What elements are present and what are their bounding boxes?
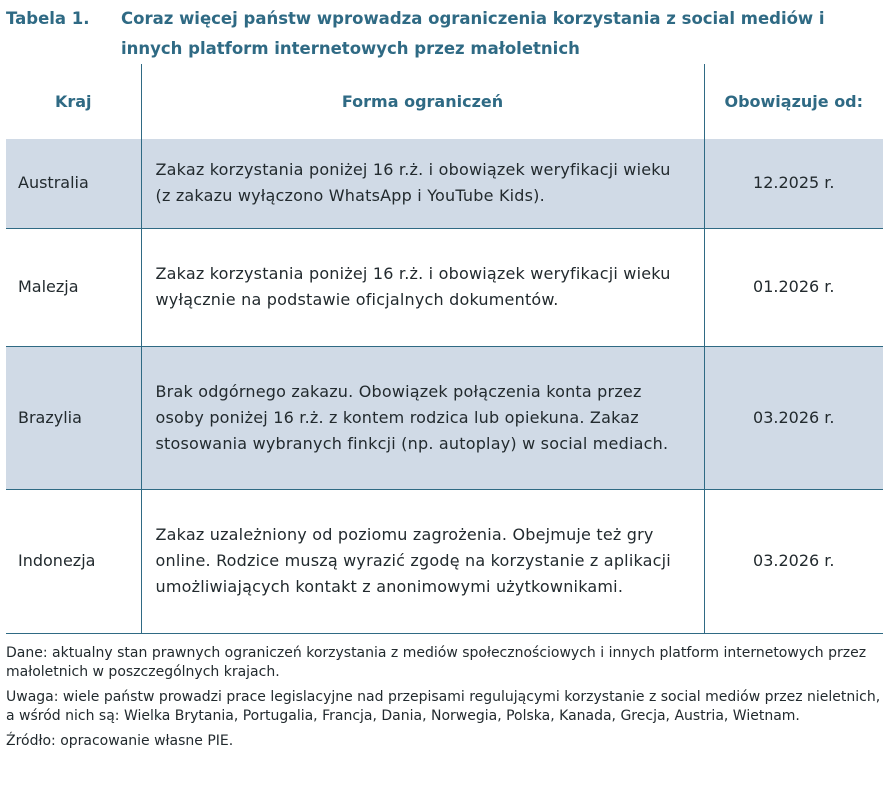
- cell-country: Indonezja: [6, 489, 141, 633]
- header-effective-from: Obowiązuje od:: [724, 92, 864, 111]
- source-note: Źródło: opracowanie własne PIE.: [6, 733, 234, 749]
- remark-note: Uwaga: wiele państw prowadzi prace legislacyjne nad przepisami regulującymi korzystanie z social mediów przez nieletnich, a wśród nich są: Wielka Brytania, Portugalia, Francja, Dania, Norwegia, Polska, Kanada, Grecja, Austria, Wietnam.: [6, 689, 881, 724]
- cell-restriction-form: Zakaz korzystania poniżej 16 r.ż. i obowiązek weryfikacji wieku (z zakazu wyłączono WhatsApp i YouTube Kids).: [141, 139, 704, 228]
- data-note: Dane: aktualny stan prawnych ograniczeń korzystania z mediów społecznościowych i innych platform internetowych przez małoletnich w poszczególnych krajach.: [6, 645, 867, 680]
- cell-restriction-form: Zakaz korzystania poniżej 16 r.ż. i obowiązek weryfikacji wieku wyłącznie na podstawie oficjalnych dokumentów.: [141, 228, 704, 346]
- table-row: [6, 489, 883, 633]
- cell-effective-date: 03.2026 r.: [704, 489, 883, 633]
- cell-country: Malezja: [6, 228, 141, 346]
- cell-effective-date: 01.2026 r.: [704, 228, 883, 346]
- cell-country: Australia: [6, 139, 141, 228]
- table-row: [6, 139, 883, 228]
- cell-effective-date: 03.2026 r.: [704, 346, 883, 489]
- table-row: [6, 346, 883, 489]
- cell-country: Brazylia: [6, 346, 141, 489]
- table-header-row: [6, 64, 883, 139]
- cell-restriction-form: Zakaz uzależniony od poziomu zagrożenia. Obejmuje też gry online. Rodzice muszą wyrazić zgodę na korzystanie z aplikacji umożliwiających kontakt z anonimowymi użytkownikami.: [141, 489, 704, 633]
- table-row: [6, 228, 883, 346]
- header-country: Kraj: [6, 64, 141, 139]
- cell-restriction-form: Brak odgórnego zakazu. Obowiązek połączenia konta przez osoby poniżej 16 r.ż. z kontem rodzica lub opiekuna. Zakaz stosowania wybranych finkcji (np. autoplay) w social mediach.: [141, 346, 704, 489]
- restrictions-table: [6, 64, 883, 634]
- cell-effective-date: 12.2025 r.: [704, 139, 883, 228]
- table-number: Tabela 1.: [6, 9, 90, 28]
- header-restriction-form: Forma ograniczeń: [141, 64, 704, 139]
- table-notes: [6, 644, 884, 757]
- table-caption: Coraz więcej państw wprowadza ograniczenia korzystania z social mediów i innych platform internetowych przez małoletnich: [121, 9, 825, 58]
